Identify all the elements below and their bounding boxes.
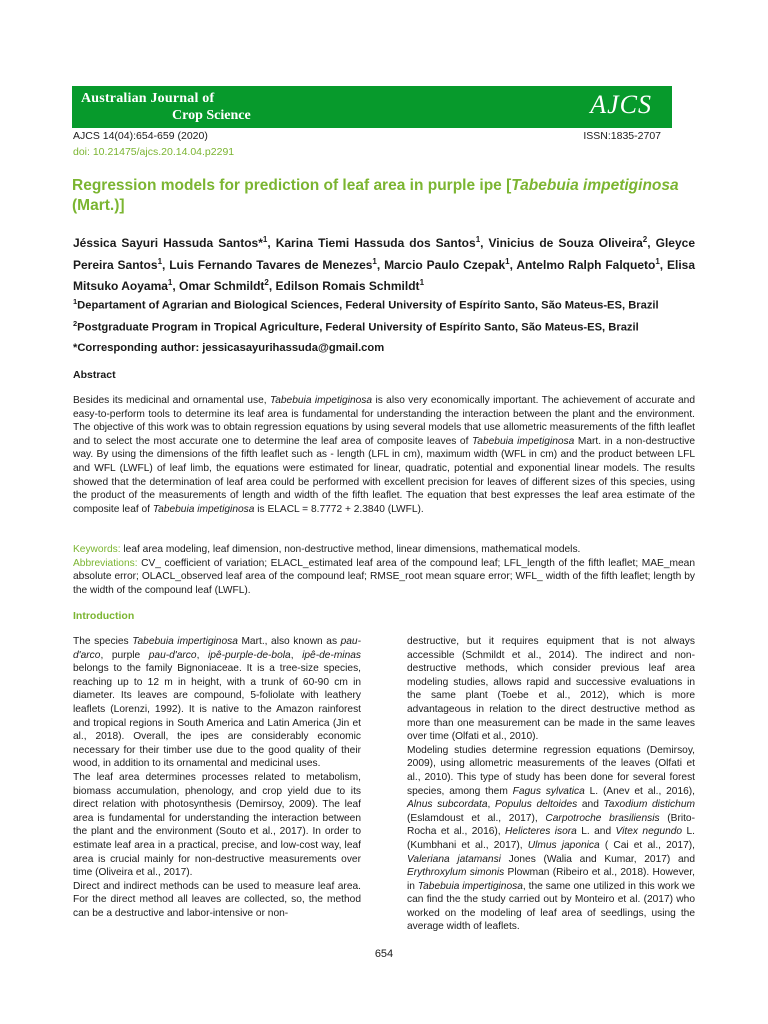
author-list: Jéssica Sayuri Hassuda Santos*$^1$, Karina Tiemi Hassuda dos Santos$^1$, Vinicius de Souza Oliveira$^2$, Gleyce Pereira Santos$^1$, Luis Fernando Tavares de Menezes$^1$, Marcio Paulo Czepak$^1$, Antelmo Ralph Falqueto$^1$, Elisa Mitsuko Aoyama$^1$, Omar Schmildt$^2$, Edilson Romais Schmildt$^1$ (73, 235, 696, 293)
abstract-text: Besides its medicinal and ornamental use, Tabebuia impetiginosa is also very economically important. The achievement of accurate and easy-to-perform tools to determine its leaf area is fundamental for understanding the interaction between the plant and the environment. The objective of this work was to obtain regression equations by using several models that use allometric measurements of the fifth leaflet and to select the most accurate one to determine the leaf area of composite leaves of Tabebuia impetiginosa Mart. in a non-destructive way. By using the dimensions of the fifth leaflet such as - length (LFL in cm), maximum width (WFL in cm) and the product between LFL and WFL (LWFL) of leaf limb, the equations were estimated for linear, quadratic, potential and exponential linear models. The results showed that the determination of leaf area could be performed with excellent precision for leaves of different sizes of this species, using the product of the measurements of length and width of the fifth leaflet. The equation that best expresses the leaf area estimate of the composite leaf of Tabebuia impetiginosa is ELACL = 8.7772 + 2.3840 (LWFL). (73, 395, 695, 515)
paragraph: The species Tabebuia impertiginosa Mart., also known as pau-d'arco, purple pau-d'arco, ipê-purple-de-bola, ipê-de-minas belongs to the family Bignoniaceae. It is a tree-size species, reaching up to 12 m in height, with a trunk of 60-90 cm in diameter. Its leaves are compound, 5-foliolate with leathery leaflets (Lorenzi, 1992). It is native to the Amazon rainforest and tropical regions in South America and Latin America (Jin et al., 2018). Overall, the ipes are considerably economic necessary for their timber use due to the good quality of their wood, in addition to its ornamental and medicinal uses. (73, 636, 361, 770)
paragraph: The leaf area determines processes related to metabolism, biomass accumulation, phenology, and crop yield due to its direct relation with photosynthesis (Demirsoy, 2009). The leaf area is fundamental for understanding the interaction between the plant and the environment (Souto et al., 2017). In order to estimate leaf area in a practical, precise, and low-cost way, leaf area is crucial mainly for non-destructive measurements over time (Oliveira et al., 2017). (73, 771, 361, 879)
author-name: Edilson Romais Schmildt (275, 279, 420, 293)
body-column-right (407, 635, 695, 934)
journal-name-line1: Australian Journal of (81, 91, 215, 106)
author-name: Omar Schmildt (179, 279, 265, 293)
keywords-block (73, 543, 695, 597)
author-name: Antelmo Ralph Falqueto (516, 257, 656, 272)
author-name: Luis Fernando Tavares de Menezes (169, 257, 373, 272)
author-affiliation-mark: 2 (642, 235, 648, 244)
author-affiliation-mark: 1 (419, 278, 425, 287)
author-affiliation-mark: 1 (262, 235, 268, 244)
author-affiliation-mark: 1 (157, 256, 163, 266)
paragraph: Direct and indirect methods can be used to measure leaf area. For the direct method all leaves are collected, so, the method can be a destructive and labor-intensive or non- (73, 880, 361, 919)
affiliation-2: $^2$Postgraduate Program in Tropical Agriculture, Federal University of Espírito Santo, São Mateus-ES, Brazil (73, 318, 639, 334)
keywords: Keywords: leaf area modeling, leaf dimension, non-destructive method, linear dimensions, mathematical models. (73, 544, 581, 555)
journal-issn: ISSN:1835-2707 (583, 130, 661, 142)
paper-title: Regression models for prediction of leaf area in purple ipe [Tabebuia impetiginosa (Mart.)] (72, 177, 679, 214)
page-number: 654 (374, 948, 394, 960)
affiliation-1: $^1$Departament of Agrarian and Biological Sciences, Federal University of Espírito Santo, São Mateus-ES, Brazil (73, 297, 659, 312)
journal-name-line2: Crop Science (172, 108, 251, 123)
author-name: Elisa Mitsuko Aoyama (73, 257, 696, 293)
introduction-heading: Introduction (73, 610, 135, 622)
abbreviations: Abbreviations: CV_ coefficient of variation; ELACL_estimated leaf area of the compound leaf; LFL_length of the fifth leaflet; MAE_mean absolute error; OLACL_observed leaf area of the compound leaf; RMSE_root mean square error; WFL_ width of the fifth leaflet; length by the width of the compound leaf (LWFL). (73, 557, 695, 596)
author-name: Vinicius de Souza Oliveira (488, 236, 643, 250)
author-affiliation-mark: 1 (372, 256, 377, 266)
affiliations (73, 293, 695, 336)
abbreviations-label: Abbreviations: (73, 557, 138, 569)
journal-abbreviation: AJCS (590, 90, 652, 119)
author-affiliation-mark: 1 (655, 256, 660, 266)
paragraph: Modeling studies determine regression equations (Demirsoy, 2009), using allometric measurements of the leaves (Olfati et al., 2010). This type of study has been done for several forest species, among them Fagus sylvatica L. (Anev et al., 2016), Alnus subcordata, Populus deltoides and Taxodium distichum (Eslamdoust et al., 2017), Carpotroche brasiliensis (Brito- Rocha et al., 2016), Helicteres isora L. and Vitex negundo L.(Kumbhani et al., 2017), Ulmus japonica ( Cai et al., 2017), Valeriana jatamansi Jones (Walia and Kumar, 2017) and Erythroxylum simonis Plowman (Ribeiro et al., 2018). However, in Tabebuia impertiginosa, the same one utilized in this work we can find the the study carried out by Monteiro et al. (2017) who worked on the modeling of leaf area of seedlings, using the average width of leaflets. (407, 744, 696, 933)
doi-link[interactable]: doi: 10.21475/ajcs.20.14.04.p2291 (73, 146, 235, 158)
author-affiliation-mark: 1 (475, 235, 481, 244)
keywords-label: Keywords: (73, 544, 121, 555)
author-name: Gleyce Pereira Santos (73, 236, 695, 272)
body-column-left (73, 635, 361, 920)
author-affiliation-mark: 1 (505, 256, 510, 266)
journal-banner (72, 86, 672, 128)
author-name: Karina Tiemi Hassuda dos Santos (275, 236, 476, 250)
author-name: Jéssica Sayuri Hassuda Santos* (73, 236, 263, 250)
author-name: Marcio Paulo Czepak (384, 257, 506, 272)
abstract-heading: Abstract (73, 369, 116, 381)
author-affiliation-mark: 1 (167, 278, 173, 287)
journal-citation: AJCS 14(04):654-659 (2020) (73, 130, 208, 142)
author-affiliation-mark: 2 (264, 278, 269, 287)
paragraph: destructive, but it requires equipment that is not always accessible (Schmildt et al., 2014). The indirect and non-destructive methods, which consider previous leaf area modeling studies, allows rapid and successive evaluations in the same plant (Toebe et al., 2012), which is more advantageous in relation to the direct destructive method as more than one measurement can be made in the same leaves over time (Olfati et al., 2010). (407, 636, 695, 743)
corresponding-author: *Corresponding author: jessicasayurihassuda@gmail.com (73, 342, 385, 354)
